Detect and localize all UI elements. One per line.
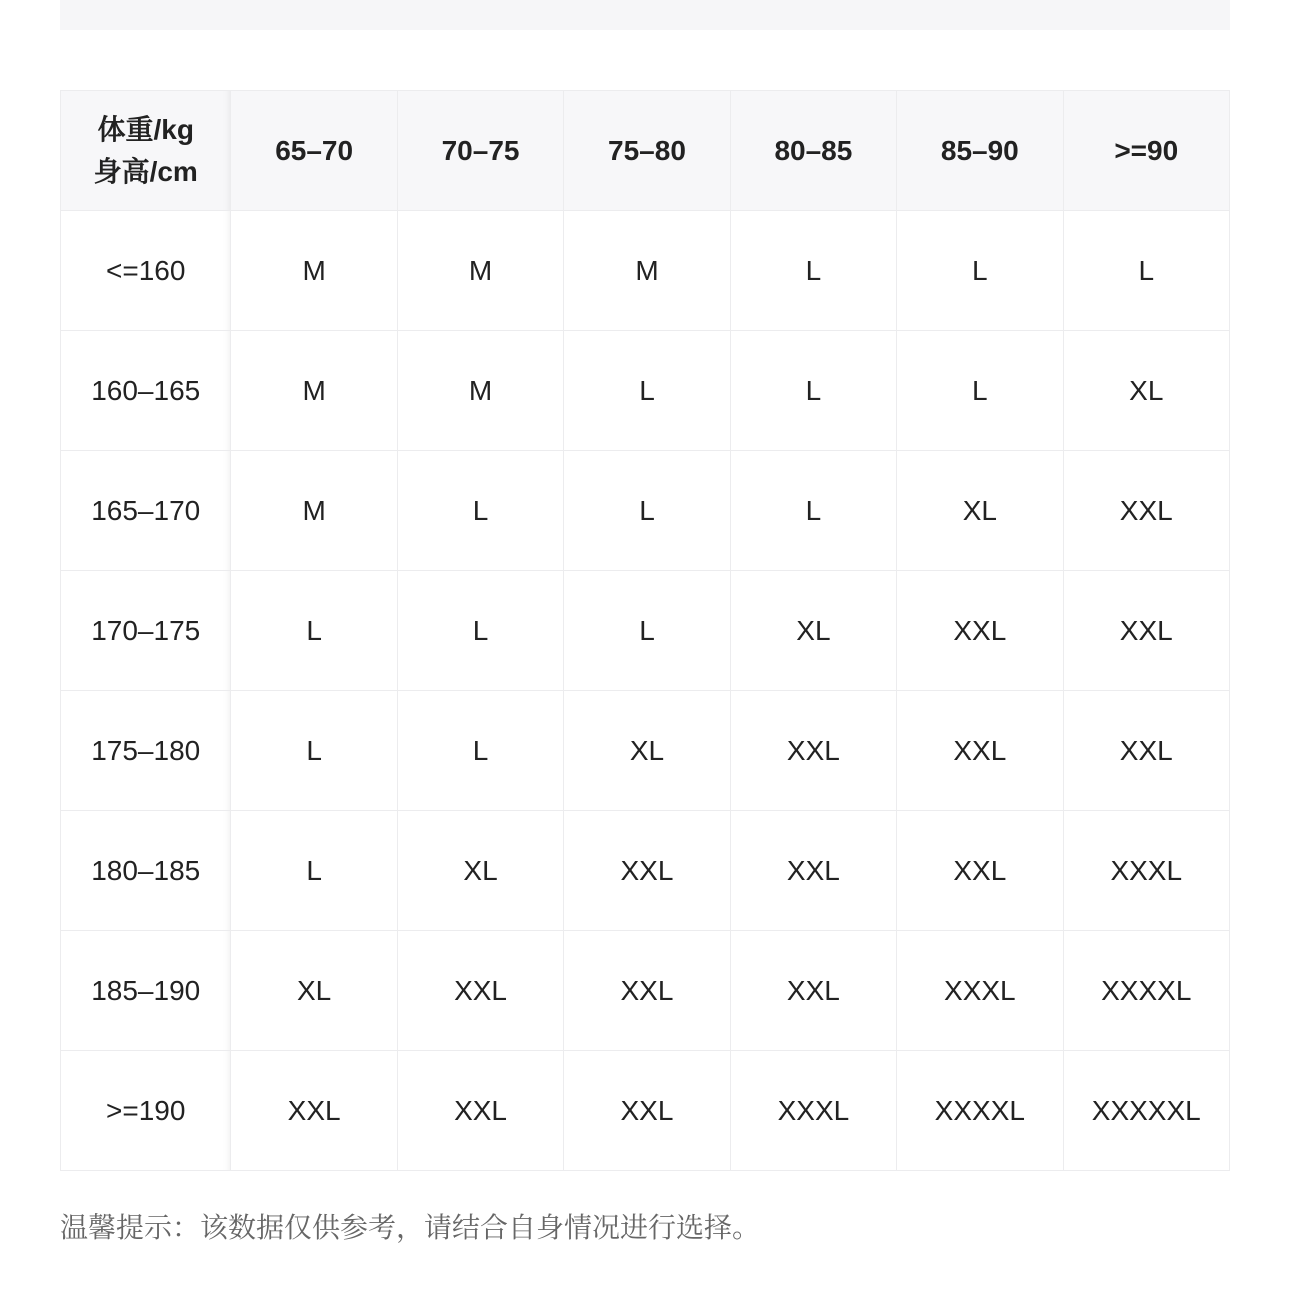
size-cell: XXL <box>730 931 896 1051</box>
size-cell: L <box>730 211 896 331</box>
size-cell: L <box>564 331 730 451</box>
size-cell: XXL <box>897 571 1063 691</box>
weight-range-header: 75–80 <box>564 91 730 211</box>
size-cell: L <box>730 331 896 451</box>
size-cell: L <box>397 691 563 811</box>
size-cell: XXL <box>897 811 1063 931</box>
height-range-cell: 185–190 <box>61 931 231 1051</box>
height-range-cell: 160–165 <box>61 331 231 451</box>
table-row <box>61 1051 1230 1171</box>
size-cell: XXXXXL <box>1063 1051 1229 1171</box>
size-cell: L <box>231 571 397 691</box>
table-row <box>61 211 1230 331</box>
size-cell: XXXL <box>897 931 1063 1051</box>
size-cell: XL <box>730 571 896 691</box>
size-cell: XL <box>1063 331 1229 451</box>
size-cell: XXL <box>730 691 896 811</box>
size-cell: XXL <box>231 1051 397 1171</box>
size-cell: XXL <box>397 931 563 1051</box>
weight-range-header: 70–75 <box>397 91 563 211</box>
size-cell: XXL <box>730 811 896 931</box>
size-cell: XXL <box>397 1051 563 1171</box>
size-cell: L <box>897 211 1063 331</box>
size-cell: L <box>231 691 397 811</box>
size-cell: XL <box>231 931 397 1051</box>
table-row <box>61 691 1230 811</box>
table-row <box>61 331 1230 451</box>
size-cell: XL <box>397 811 563 931</box>
size-cell: L <box>730 451 896 571</box>
size-cell: L <box>897 331 1063 451</box>
height-range-cell: 170–175 <box>61 571 231 691</box>
size-cell: XXL <box>564 811 730 931</box>
height-range-cell: 165–170 <box>61 451 231 571</box>
corner-header <box>61 91 231 211</box>
table-row <box>61 811 1230 931</box>
size-cell: M <box>397 331 563 451</box>
weight-range-header: >=90 <box>1063 91 1229 211</box>
size-cell: XXXL <box>1063 811 1229 931</box>
table-row <box>61 571 1230 691</box>
size-cell: L <box>231 811 397 931</box>
size-cell: XXL <box>897 691 1063 811</box>
size-cell: XXXXL <box>1063 931 1229 1051</box>
size-cell: L <box>397 571 563 691</box>
height-range-cell: >=190 <box>61 1051 231 1171</box>
table-row <box>61 931 1230 1051</box>
tip-note: 温馨提示：该数据仅供参考，请结合自身情况进行选择。 <box>60 1211 761 1244</box>
size-chart-table <box>60 90 1230 1171</box>
size-cell: L <box>397 451 563 571</box>
size-cell: XL <box>897 451 1063 571</box>
corner-weight-label: 体重/kg <box>97 113 194 145</box>
size-cell: M <box>231 211 397 331</box>
size-cell: M <box>564 211 730 331</box>
size-cell: M <box>231 331 397 451</box>
size-cell: XXL <box>1063 451 1229 571</box>
size-cell: XXL <box>564 931 730 1051</box>
weight-range-header: 80–85 <box>730 91 896 211</box>
header-row <box>61 91 1230 211</box>
weight-range-header: 85–90 <box>897 91 1063 211</box>
size-cell: M <box>231 451 397 571</box>
size-cell: XXL <box>564 1051 730 1171</box>
size-cell: XXL <box>1063 571 1229 691</box>
size-cell: XXL <box>1063 691 1229 811</box>
size-cell: L <box>1063 211 1229 331</box>
top-panel-band <box>60 0 1230 30</box>
table-row <box>61 451 1230 571</box>
size-cell: L <box>564 571 730 691</box>
size-cell: M <box>397 211 563 331</box>
height-range-cell: 180–185 <box>61 811 231 931</box>
size-cell: XXXXL <box>897 1051 1063 1171</box>
weight-range-header: 65–70 <box>231 91 397 211</box>
size-cell: L <box>564 451 730 571</box>
size-cell: XXXL <box>730 1051 896 1171</box>
corner-height-label: 身高/cm <box>93 155 198 187</box>
height-range-cell: <=160 <box>61 211 231 331</box>
size-cell: XL <box>564 691 730 811</box>
height-range-cell: 175–180 <box>61 691 231 811</box>
